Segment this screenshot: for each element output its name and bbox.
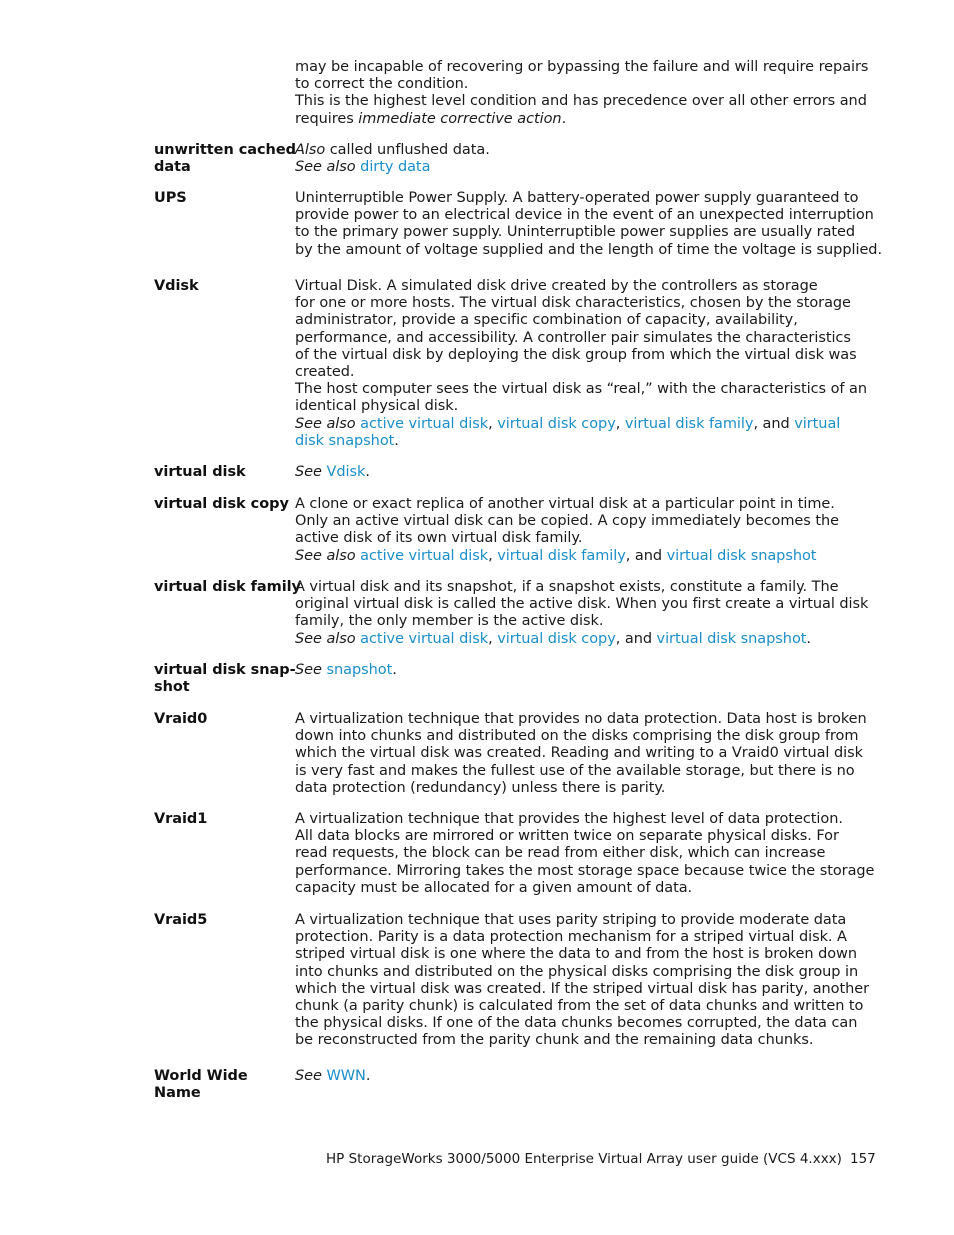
- emphasis-text: See: [295, 1068, 322, 1084]
- definition-line: [295, 711, 867, 728]
- definition-line: [295, 295, 851, 312]
- line-text: Only an active virtual disk can be copied. A copy immediately becomes the: [295, 513, 839, 530]
- line-text: .: [806, 630, 811, 647]
- definition-text: [295, 496, 840, 565]
- line-text: This is the highest level condition and has precedence over all other errors and: [295, 93, 867, 110]
- definition-line: [295, 278, 840, 295]
- definition-text: [295, 711, 867, 797]
- definition-line: [295, 142, 840, 159]
- definition-line: [295, 329, 851, 347]
- term-line: shot: [154, 679, 190, 696]
- definition-line: [295, 1068, 840, 1085]
- line-text: protection. Parity is a data protection mechanism for a striped virtual disk. A: [295, 929, 847, 946]
- definition-line: [295, 998, 864, 1015]
- cross-reference-link[interactable]: virtual disk snapshot: [656, 630, 807, 647]
- term-line: Vraid5: [154, 912, 208, 928]
- line-text: capacity must be allocated for a given amount of data.: [295, 879, 693, 896]
- definition-line: [295, 1015, 858, 1032]
- line-text: administrator, provide a specific combination of capacity, availability,: [295, 312, 798, 329]
- line-text: original virtual disk is called the active disk. When you first create a virtual disk: [295, 596, 869, 613]
- definition-text: [295, 579, 869, 648]
- definition-line: [295, 224, 856, 241]
- definition-line: [295, 364, 840, 381]
- definition-line: [295, 579, 840, 596]
- glossary-term: [154, 711, 286, 728]
- line-text: chunk (a parity chunk) is calculated from the set of data chunks and written to: [295, 998, 864, 1015]
- glossary-term: [154, 579, 301, 596]
- line-text: which the virtual disk was created. Reading and writing to a Vraid0 virtual disk: [295, 745, 863, 762]
- definition-line: [295, 728, 859, 745]
- line-text: requires: [295, 110, 359, 127]
- line-text: All data blocks are mirrored or written twice on separate physical disks. For: [295, 828, 839, 845]
- separator-text: ,: [488, 547, 498, 564]
- definition-line: [295, 496, 840, 513]
- definition-line: [295, 929, 847, 946]
- definition-line: [295, 312, 840, 329]
- line-text: active disk of its own virtual disk family.: [295, 530, 583, 547]
- emphasis-text: immediate corrective action: [358, 110, 562, 127]
- definition-line: [295, 596, 869, 613]
- line-text: The host computer sees the virtual disk as “real,” with the characteristics of an: [295, 381, 867, 398]
- cross-reference-link[interactable]: dirty data: [360, 159, 431, 176]
- term-line: virtual disk copy: [154, 496, 289, 512]
- glossary-term: [154, 464, 286, 481]
- definition-text: [295, 190, 883, 259]
- definition-line: [295, 398, 840, 415]
- cross-reference-link[interactable]: virtual disk family: [497, 547, 626, 564]
- emphasis-text: See also: [295, 159, 356, 176]
- definition-line: [295, 346, 857, 364]
- definition-line: [295, 159, 840, 176]
- definition-text: [295, 59, 869, 128]
- line-text: .: [561, 110, 567, 127]
- term-line: virtual disk: [154, 464, 246, 480]
- line-text: by the amount of voltage supplied and the length of time the voltage is supplied.: [295, 241, 883, 258]
- line-text: is very fast and makes the fullest use of the available storage, but there is no: [295, 762, 855, 779]
- term-line: World Wide: [154, 1068, 248, 1084]
- line-text: to correct the condition.: [295, 76, 469, 93]
- line-text: Virtual Disk. A simulated disk drive created by the controllers as storage: [295, 278, 818, 294]
- definition-line: [295, 862, 875, 880]
- line-text: of the virtual disk by deploying the disk group from which the virtual disk was: [295, 346, 857, 363]
- line-text: may be incapable of recovering or bypassing the failure and will require repairs: [295, 59, 869, 75]
- page-number: 157: [850, 1151, 876, 1167]
- separator-text: ,: [615, 415, 625, 432]
- definition-line: [295, 963, 859, 981]
- definition-line: [295, 762, 855, 780]
- definition-line: [295, 548, 840, 565]
- cross-reference-link[interactable]: active virtual disk: [360, 547, 489, 564]
- line-text: Uninterruptible Power Supply. A battery-operated power supply guaranteed to: [295, 190, 859, 206]
- glossary-term: [154, 190, 286, 207]
- line-text: data protection (redundancy) unless there is parity.: [295, 779, 666, 796]
- line-text: performance, and accessibility. A controller pair simulates the characteristics: [295, 329, 851, 346]
- definition-line: [295, 381, 867, 398]
- separator-text: , and: [615, 630, 657, 647]
- line-text: striped virtual disk is one where the data to and from the host is broken down: [295, 946, 857, 963]
- definition-line: [295, 76, 840, 93]
- definition-text: [295, 464, 840, 481]
- line-text: A virtualization technique that uses parity striping to provide moderate data: [295, 912, 847, 928]
- line-text: identical physical disk.: [295, 398, 459, 415]
- term-line: data: [154, 159, 191, 176]
- emphasis-text: See: [295, 662, 322, 678]
- line-text: .: [394, 432, 399, 449]
- cross-reference-link[interactable]: snapshot: [326, 662, 393, 678]
- line-text: called unflushed data.: [325, 142, 490, 158]
- definition-line: [295, 912, 847, 929]
- cross-reference-link[interactable]: virtual disk family: [624, 415, 754, 432]
- glossary-term: [154, 662, 296, 696]
- line-text: A clone or exact replica of another virtual disk at a particular point in time.: [295, 496, 835, 512]
- definition-text: [295, 142, 840, 176]
- line-text: A virtualization technique that provides no data protection. Data host is broken: [295, 711, 867, 727]
- separator-text: ,: [488, 415, 498, 432]
- definition-line: [295, 513, 840, 530]
- cross-reference-link[interactable]: WWN: [326, 1068, 366, 1084]
- emphasis-text: See also: [295, 547, 356, 564]
- definition-line: [295, 613, 840, 630]
- definition-line: [295, 530, 840, 547]
- line-text: read requests, the block can be read from either disk, which can increase: [295, 845, 826, 862]
- emphasis-text: Also: [295, 142, 326, 158]
- separator-text: , and: [625, 547, 667, 564]
- separator-text: , and: [753, 415, 795, 432]
- definition-text: [295, 811, 875, 897]
- line-text: to the primary power supply. Uninterruptible power supplies are usually rated: [295, 224, 856, 241]
- cross-reference-link[interactable]: active virtual disk: [360, 415, 489, 432]
- definition-line: [295, 946, 857, 963]
- line-text: for one or more hosts. The virtual disk characteristics, chosen by the storage: [295, 295, 851, 312]
- line-text: .: [365, 464, 370, 480]
- line-text: be reconstructed from the parity chunk and the remaining data chunks.: [295, 1032, 814, 1049]
- definition-line: [295, 433, 840, 450]
- term-line: virtual disk snap-: [154, 662, 296, 678]
- emphasis-text: See: [295, 464, 322, 480]
- line-text: into chunks and distributed on the physical disks comprising the disk group in: [295, 963, 859, 980]
- line-text: .: [365, 1068, 371, 1084]
- cross-reference-link[interactable]: Vdisk: [326, 464, 366, 480]
- definition-line: [295, 416, 840, 433]
- definition-line: [295, 207, 874, 224]
- glossary-term: [154, 278, 286, 295]
- line-text: provide power to an electrical device in the event of an unexpected interruption: [295, 207, 874, 224]
- definition-line: [295, 241, 883, 259]
- term-line: virtual disk family: [154, 579, 301, 595]
- separator-text: ,: [488, 630, 498, 647]
- cross-reference-link[interactable]: virtual disk copy: [497, 630, 616, 647]
- definition-text: [295, 278, 867, 450]
- line-text: which the virtual disk was created. If the striped virtual disk has parity, another: [295, 980, 870, 997]
- line-text: the physical disks. If one of the data chunks becomes corrupted, the data can: [295, 1015, 858, 1032]
- term-line: Vraid1: [154, 811, 208, 827]
- definition-line: [295, 745, 863, 762]
- term-line: Vdisk: [154, 278, 199, 294]
- definition-line: [295, 780, 840, 797]
- definition-line: [295, 980, 870, 998]
- cross-reference-link[interactable]: virtual disk snapshot: [666, 547, 817, 564]
- definition-line: [295, 1032, 840, 1049]
- definition-line: [295, 845, 840, 862]
- line-text: A virtualization technique that provides the highest level of data protection.: [295, 811, 843, 827]
- definition-text: [295, 1068, 840, 1085]
- definition-line: [295, 880, 840, 897]
- cross-reference-link[interactable]: virtual: [794, 415, 841, 432]
- term-line: Vraid0: [154, 711, 208, 727]
- definition-text: [295, 662, 840, 679]
- definition-line: [295, 464, 840, 481]
- line-text: created.: [295, 364, 355, 381]
- glossary-term: [154, 811, 286, 828]
- line-text: family, the only member is the active disk.: [295, 613, 604, 630]
- cross-reference-link[interactable]: virtual disk copy: [497, 415, 616, 432]
- emphasis-text: See also: [295, 415, 356, 432]
- cross-reference-link[interactable]: disk snapshot: [295, 432, 395, 449]
- term-line: Name: [154, 1085, 201, 1102]
- line-text: down into chunks and distributed on the disks comprising the disk group from: [295, 728, 859, 745]
- line-text: .: [392, 662, 397, 678]
- emphasis-text: See also: [295, 630, 356, 647]
- definition-line: [295, 59, 869, 76]
- term-line: UPS: [154, 190, 187, 206]
- term-line: unwritten cached: [154, 142, 296, 158]
- cross-reference-link[interactable]: active virtual disk: [360, 630, 489, 647]
- definition-line: [295, 811, 843, 828]
- definition-line: [295, 662, 840, 679]
- glossary-term: [154, 912, 286, 929]
- definition-line: [295, 631, 840, 648]
- line-text: performance. Mirroring takes the most storage space because twice the storage: [295, 862, 875, 879]
- definition-line: [295, 111, 840, 128]
- definition-text: [295, 912, 870, 1050]
- definition-line: [295, 190, 859, 207]
- footer-title: HP StorageWorks 3000/5000 Enterprise Virtual Array user guide (VCS 4.xxx): [326, 1151, 842, 1167]
- definition-line: [295, 93, 867, 110]
- glossary-term: [154, 496, 289, 513]
- glossary-term: [154, 1068, 286, 1102]
- definition-line: [295, 828, 840, 845]
- glossary-term: [154, 142, 296, 176]
- line-text: A virtual disk and its snapshot, if a snapshot exists, constitute a family. The: [295, 579, 839, 595]
